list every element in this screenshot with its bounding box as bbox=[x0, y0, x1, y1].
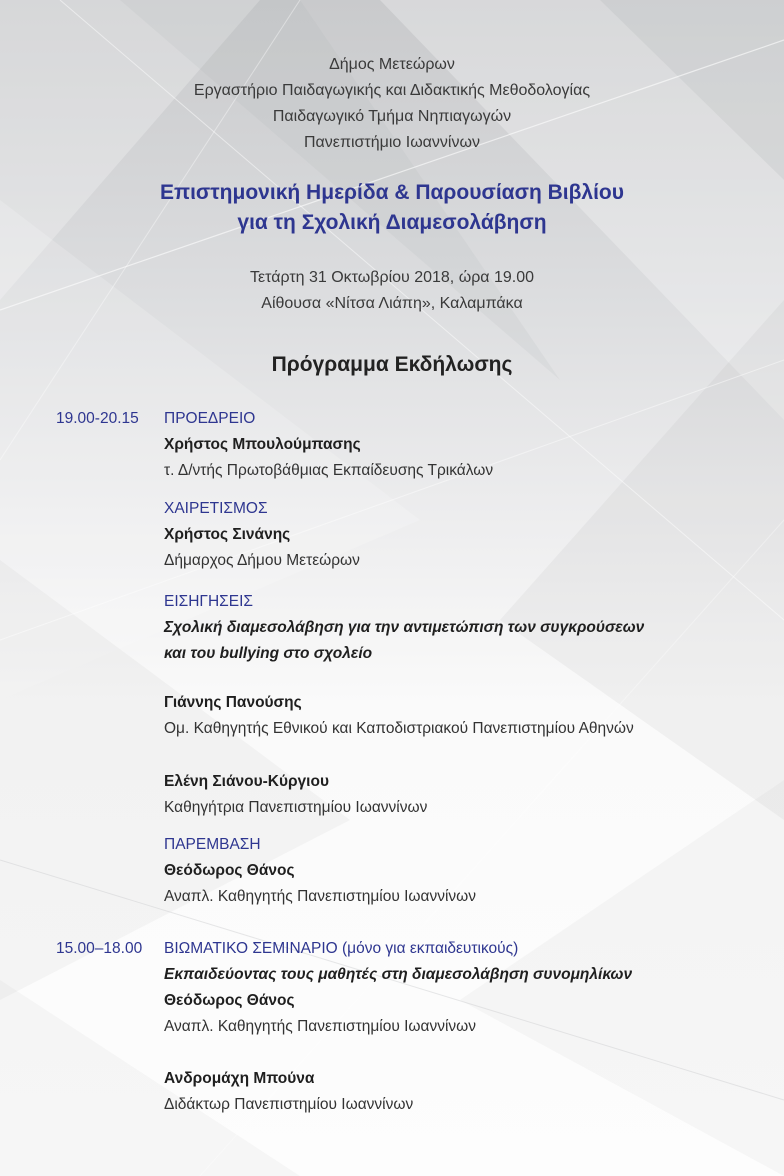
speaker2-name: Ελένη Σιάνου-Κύργιου bbox=[164, 773, 329, 790]
event-title-line: Επιστημονική Ημερίδα & Παρουσίαση Βιβλίου bbox=[160, 181, 624, 204]
talks-label: ΕΙΣΗΓΗΣΕΙΣ bbox=[164, 593, 253, 610]
session1-time: 19.00-20.15 bbox=[56, 410, 139, 427]
presidium-name: Χρήστος Μπουλούμπασης bbox=[164, 436, 361, 453]
greeting-name: Χρήστος Σινάνης bbox=[164, 526, 291, 543]
speaker2-role: Καθηγήτρια Πανεπιστημίου Ιωαννίνων bbox=[164, 799, 428, 816]
organizer-line: Παιδαγωγικό Τμήμα Νηπιαγωγών bbox=[272, 108, 512, 125]
seminar-name1: Θεόδωρος Θάνος bbox=[164, 992, 295, 1009]
event-date: Τετάρτη 31 Οκτωβρίου 2018, ώρα 19.00 bbox=[249, 269, 535, 286]
seminar-role1: Αναπλ. Καθηγητής Πανεπιστημίου Ιωαννίνων bbox=[164, 1018, 477, 1035]
seminar-name2: Ανδρομάχη Μπούνα bbox=[164, 1070, 315, 1087]
seminar-role2: Διδάκτωρ Πανεπιστημίου Ιωαννίνων bbox=[164, 1096, 414, 1113]
presidium-role: τ. Δ/ντής Πρωτοβάθμιας Εκπαίδευσης Τρικάλων bbox=[164, 462, 494, 479]
seminar-title: Εκπαιδεύοντας τους μαθητές στη διαμεσολάβηση συνομηλίκων bbox=[164, 966, 633, 983]
seminar-label: ΒΙΩΜΑΤΙΚΟ ΣΕΜΙΝΑΡΙΟ (μόνο για εκπαιδευτικούς) bbox=[164, 940, 519, 957]
intervention-role: Αναπλ. Καθηγητής Πανεπιστημίου Ιωαννίνων bbox=[164, 888, 477, 905]
talk-title-line: και του bullying στο σχολείο bbox=[164, 645, 373, 662]
event-title bbox=[0, 178, 784, 238]
session2-time: 15.00–18.00 bbox=[56, 940, 143, 957]
talk-title-line: Σχολική διαμεσολάβηση για την αντιμετώπιση των συγκρούσεων bbox=[164, 619, 645, 636]
program-title: Πρόγραμμα Εκδήλωσης bbox=[271, 353, 513, 376]
organizers bbox=[0, 52, 784, 156]
intervention-label: ΠΑΡΕΜΒΑΣΗ bbox=[164, 836, 261, 853]
organizer-line: Εργαστήριο Παιδαγωγικής και Διδακτικής Μεθοδολογίας bbox=[193, 82, 591, 99]
speaker1-role: Ομ. Καθηγητής Εθνικού και Καποδιστριακού Πανεπιστημίου Αθηνών bbox=[164, 720, 634, 737]
greeting-label: ΧΑΙΡΕΤΙΣΜΟΣ bbox=[164, 500, 268, 517]
event-date-venue bbox=[0, 265, 784, 317]
organizer-line: Δήμος Μετεώρων bbox=[329, 56, 455, 73]
intervention-name: Θεόδωρος Θάνος bbox=[164, 862, 295, 879]
speaker1-name: Γιάννης Πανούσης bbox=[164, 694, 302, 711]
event-title-line: για τη Σχολική Διαμεσολάβηση bbox=[237, 211, 547, 234]
greeting-role: Δήμαρχος Δήμου Μετεώρων bbox=[164, 552, 360, 569]
organizer-line: Πανεπιστήμιο Ιωαννίνων bbox=[304, 134, 480, 151]
presidium-label: ΠΡΟΕΔΡΕΙΟ bbox=[164, 410, 256, 427]
event-venue: Αίθουσα «Νίτσα Λιάπη», Καλαμπάκα bbox=[261, 295, 523, 312]
